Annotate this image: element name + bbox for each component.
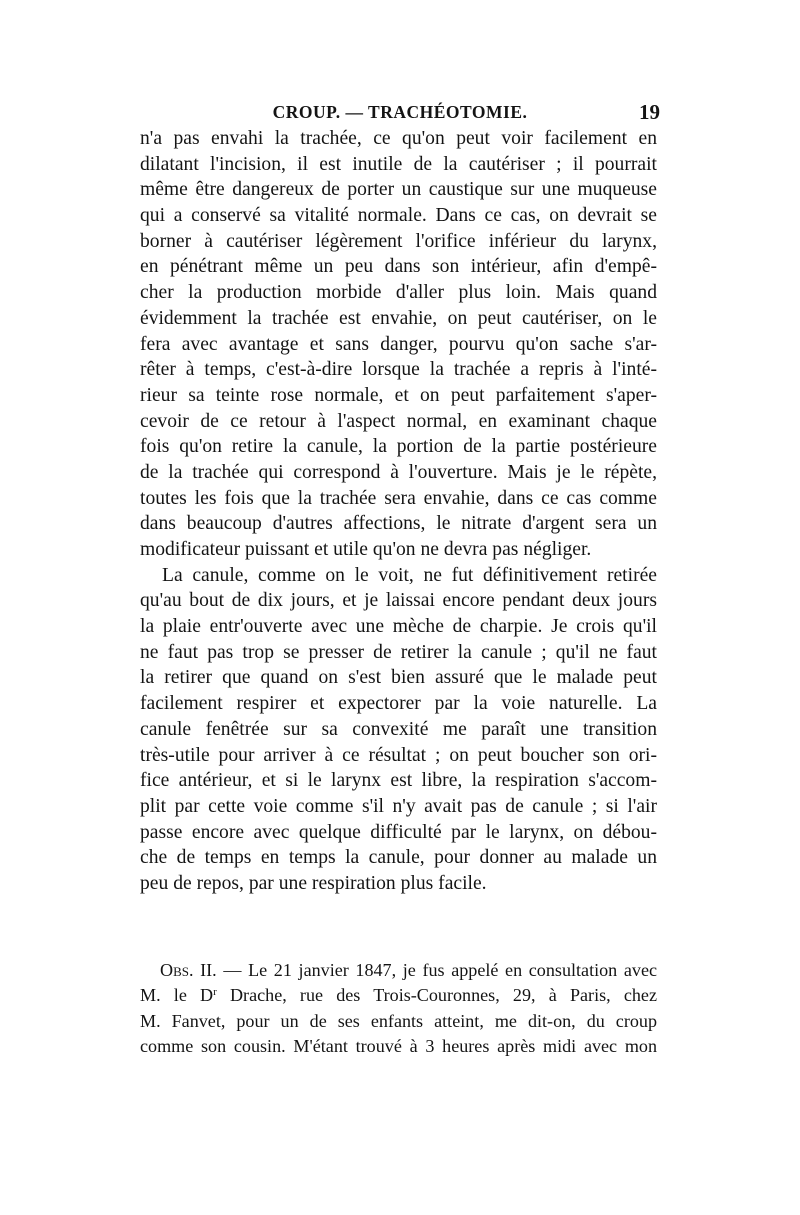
text-line: fera avec avantage et sans danger, pourvu qu'on sache s'ar- bbox=[140, 333, 657, 355]
text-line: n'a pas envahi la trachée, ce qu'on peut voir facilement en bbox=[140, 128, 657, 149]
text-line: qu'au bout de dix jours, et je laissai encore pendant deux jours bbox=[140, 590, 657, 612]
text-line: cevoir de ce retour à l'aspect normal, en examinant chaque bbox=[140, 410, 657, 432]
text-line: toutes les fois que la trachée sera envahie, dans ce cas comme bbox=[140, 487, 657, 509]
main-text bbox=[140, 126, 657, 897]
text-line: rêter à temps, c'est-à-dire lorsque la trachée a repris à l'inté- bbox=[140, 359, 657, 381]
text-line: facilement respirer et expectorer par la voie naturelle. La bbox=[140, 693, 657, 715]
text-line: dilatant l'incision, il est inutile de la cautériser ; il pourrait bbox=[140, 153, 657, 175]
observation-label: Obs. II. bbox=[160, 960, 217, 980]
text-line: de la trachée qui correspond à l'ouverture. Mais je le répète, bbox=[140, 461, 657, 483]
observation-line: M. Fanvet, pour un de ses enfants atteint, me dit-on, du croup bbox=[140, 1010, 657, 1031]
observation-first-line bbox=[140, 958, 657, 983]
text-line: ne faut pas trop se presser de retirer la canule ; qu'il ne faut bbox=[140, 641, 657, 663]
text-line: évidemment la trachée est envahie, on peut cautériser, on le bbox=[140, 307, 657, 329]
observation-paragraph bbox=[140, 958, 657, 1060]
text-line: fice antérieur, et si le larynx est libre, la respiration s'accom- bbox=[140, 770, 657, 792]
page-number: 19 bbox=[639, 100, 660, 124]
text-line: cher la production morbide d'aller plus loin. Mais quand bbox=[140, 282, 657, 304]
observation-text: Drache, rue des Trois-Couronnes, 29, à Paris, chez bbox=[216, 985, 657, 1006]
text-line: la plaie entr'ouverte avec une mèche de charpie. Je crois qu'il bbox=[140, 616, 657, 638]
paragraph-end-line: peu de repos, par une respiration plus facile. bbox=[140, 872, 487, 894]
observation-line: comme son cousin. M'étant trouvé à 3 heures après midi avec mon bbox=[140, 1036, 657, 1057]
text-line: che de temps en temps la canule, pour donner au malade un bbox=[140, 847, 657, 869]
text-line: dans beaucoup d'autres affections, le nitrate d'argent sera un bbox=[140, 513, 657, 535]
text-line: fois qu'on retire la canule, la portion de la partie postérieure bbox=[140, 436, 657, 458]
page-header bbox=[140, 97, 660, 127]
observation-line bbox=[140, 983, 657, 1008]
paragraph-end-line: modificateur puissant et utile qu'on ne devra pas négliger. bbox=[140, 539, 592, 560]
text-line: passe encore avec quelque difficulté par le larynx, on débou- bbox=[140, 821, 657, 843]
running-title: CROUP. — TRACHÉOTOMIE. bbox=[272, 102, 528, 122]
text-line: plit par cette voie comme s'il n'y avait pas de canule ; si l'air bbox=[140, 795, 657, 817]
superscript: r bbox=[213, 986, 217, 999]
text-line: canule fenêtrée sur sa convexité me paraît une transition bbox=[140, 718, 657, 740]
observation-text: — Le 21 janvier 1847, je fus appelé en consultation avec bbox=[216, 960, 657, 980]
observation-text: M. le D bbox=[140, 985, 214, 1006]
text-line: la retirer que quand on s'est bien assuré que le malade peut bbox=[140, 667, 657, 689]
text-line: en pénétrant même un peu dans son intérieur, afin d'empê- bbox=[140, 256, 657, 278]
text-line: très-utile pour arriver à ce résultat ; on peut boucher son ori- bbox=[140, 744, 657, 766]
paragraph-start-line: La canule, comme on le voit, ne fut définitivement retirée bbox=[162, 564, 657, 586]
text-line: qui a conservé sa vitalité normale. Dans ce cas, on devrait se bbox=[140, 205, 657, 227]
text-line: même être dangereux de porter un caustique sur une muqueuse bbox=[140, 179, 657, 201]
text-line: rieur sa teinte rose normale, et on peut parfaitement s'aper- bbox=[140, 384, 657, 406]
text-line: borner à cautériser légèrement l'orifice inférieur du larynx, bbox=[140, 230, 657, 252]
